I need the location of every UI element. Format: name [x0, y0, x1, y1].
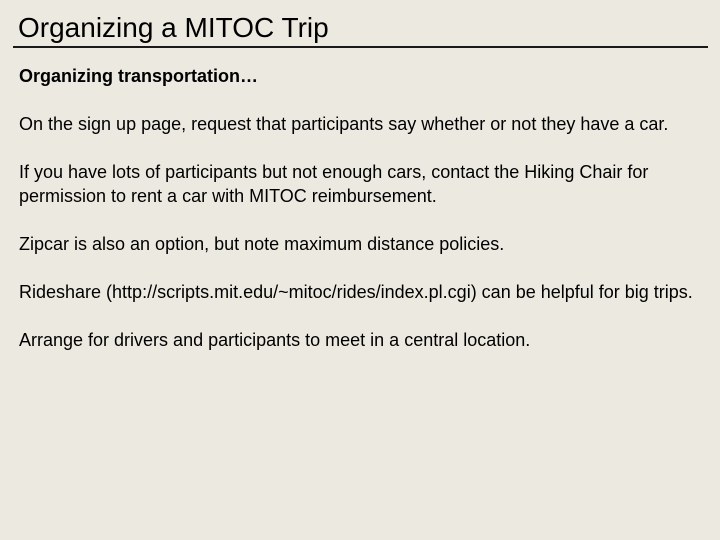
slide-body [19, 64, 699, 376]
paragraph-rideshare: Rideshare (http://scripts.mit.edu/~mitoc/rides/index.pl.cgi) can be helpful for big trips. [19, 282, 693, 302]
paragraph-rent-car: If you have lots of participants but not enough cars, contact the Hiking Chair for permission to rent a car with MITOC reimbursement. [19, 162, 649, 206]
title-divider [13, 46, 708, 48]
paragraph-meeting-location: Arrange for drivers and participants to meet in a central location. [19, 330, 531, 350]
paragraph-zipcar: Zipcar is also an option, but note maximum distance policies. [19, 234, 505, 254]
paragraph-car-request: On the sign up page, request that participants say whether or not they have a car. [19, 114, 669, 134]
section-heading: Organizing transportation… [19, 66, 259, 86]
slide-title: Organizing a MITOC Trip [18, 12, 329, 43]
